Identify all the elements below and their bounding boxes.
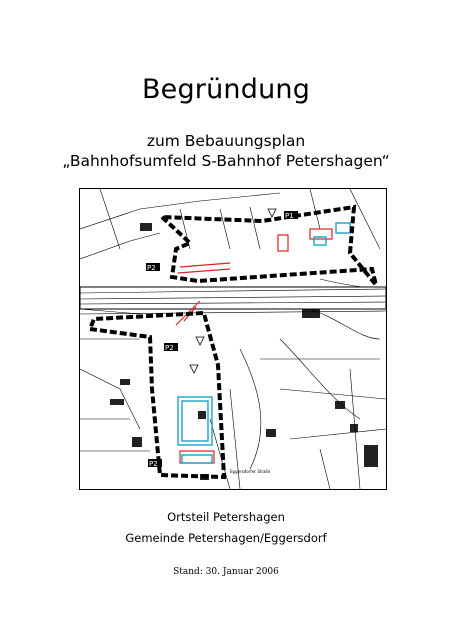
building-blocks xyxy=(88,223,378,480)
site-plan-map xyxy=(79,188,387,490)
location-line-1: Ortsteil Petershagen xyxy=(167,510,285,524)
street-label: Eggersdorfer Straße xyxy=(230,469,271,474)
location-line-2: Gemeinde Petershagen/Eggersdorf xyxy=(125,531,327,545)
subtitle-line-1: zum Bebauungsplan xyxy=(146,132,306,150)
document-title: Begründung xyxy=(141,74,311,105)
plan-boundary xyxy=(90,207,376,477)
label-p2-c: P2 xyxy=(149,460,158,468)
site-plan-drawing xyxy=(80,189,386,489)
cyan-areas xyxy=(178,223,350,463)
label-p2-b: P2 xyxy=(165,344,174,352)
railway-tracks xyxy=(80,287,386,314)
red-markings xyxy=(176,229,332,463)
subtitle-line-2: „Bahnhofsumfeld S-Bahnhof Petershagen“ xyxy=(62,152,390,170)
label-p1: P1 xyxy=(285,212,294,220)
label-p2-a: P2 xyxy=(147,264,156,272)
parcel-lines xyxy=(80,189,386,489)
date-line: Stand: 30. Januar 2006 xyxy=(173,567,279,577)
